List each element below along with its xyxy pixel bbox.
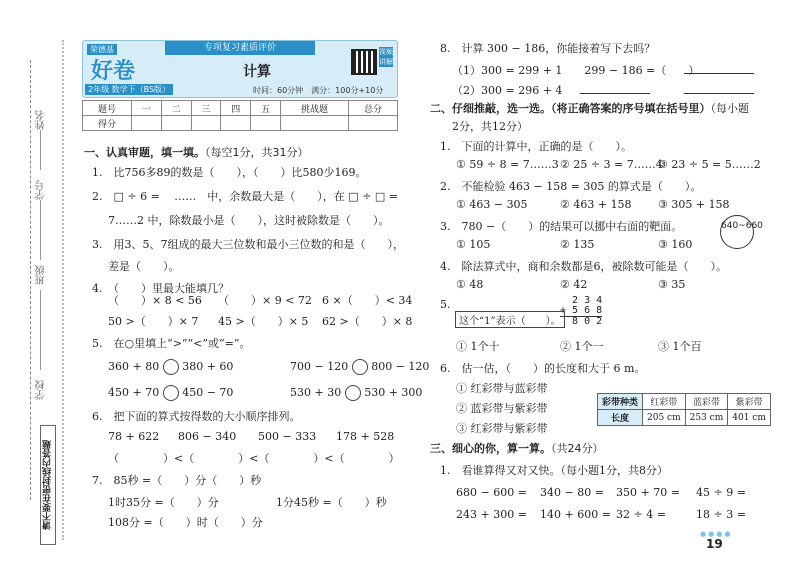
question-5: 5. 在○里填上“>”“<”或“=”。 <box>92 337 251 350</box>
score-cell[interactable] <box>161 116 191 131</box>
qr-code-icon <box>351 49 377 75</box>
section-2-note: 2分，共12分） <box>452 120 528 133</box>
calc-item[interactable]: 32 ÷ 4 = <box>616 508 666 521</box>
choice-option[interactable]: ② 42 <box>560 278 588 291</box>
choice-question-2: 2. 不能检验 463 − 158 = 305 的算式是（ ）。 <box>440 180 702 193</box>
score-cell[interactable] <box>349 116 398 131</box>
q4-item: 45 >（ ）× 5 <box>218 315 309 328</box>
section-2-title: 二、仔细推敲，选一选。（将正确答案的序号填在括号里）（每小题 <box>430 102 749 115</box>
vertical-row: + 5 6 8 <box>560 305 603 316</box>
binding-strip <box>0 0 64 569</box>
choice-option[interactable]: ① 105 <box>456 238 491 251</box>
question-8: 8. 计算 300 − 186，你能接着写下去吗？ <box>440 42 656 55</box>
compare-row-2a: 450 + 70 450 − 70 <box>108 386 234 399</box>
q6-order: （ ）<（ ）<（ ）<（ ） <box>108 452 400 465</box>
vertical-row: 8 0 2 <box>572 316 603 327</box>
choice-option[interactable]: ③ 1个百 <box>658 340 702 353</box>
student-number-label: 学号 <box>36 180 47 200</box>
q8-answer-line[interactable] <box>580 82 650 97</box>
school-label: 学校 <box>36 380 47 400</box>
score-header-row <box>83 101 398 116</box>
q4-item: 6 ×（ ）< 34 <box>322 294 413 307</box>
section-3-title: 三、细心的你，算一算。（共24分） <box>430 442 604 455</box>
table-cell: 401 cm <box>728 410 771 426</box>
score-cell[interactable] <box>221 116 251 131</box>
compare-row-2b: 530 + 30 530 + 300 <box>290 386 423 399</box>
choice-option[interactable]: ① 48 <box>456 278 484 291</box>
score-cell[interactable] <box>251 116 281 131</box>
target-badge: 640~660 <box>720 215 754 249</box>
vertical-row: 2 3 4 <box>572 295 603 306</box>
series-ribbon: 专项复习素质评价 <box>165 41 315 55</box>
choice-question-6: 6. 估一估，（ ）的长度和大于 6 m。 <box>440 362 646 375</box>
choice-option[interactable]: ② 25 ÷ 3 = 7……4 <box>560 158 663 171</box>
q8-line-2: （2）300 = 296 + 4 <box>452 84 563 97</box>
table-cell: 长度 <box>598 410 643 426</box>
score-cell[interactable] <box>280 116 348 131</box>
name-line <box>40 130 41 170</box>
choice-option[interactable]: ② 蓝彩带与紫彩带 <box>456 402 548 415</box>
page-title: 计算 <box>243 64 271 80</box>
class-line <box>40 290 41 370</box>
vertical-addition <box>560 296 602 327</box>
score-header-cell: 题号 <box>83 101 132 116</box>
compare-circle[interactable] <box>345 385 361 401</box>
compare-row-1b: 700 − 120 800 − 120 <box>290 360 430 373</box>
compare-circle[interactable] <box>163 359 179 375</box>
time-and-score: 时间：60分钟 满分：100分+10分 <box>253 86 384 95</box>
q7-item: 1分45秒 =（ ）秒 <box>276 496 387 509</box>
table-header-cell: 彩带种类 <box>598 394 643 410</box>
choice-option[interactable]: ① 59 ÷ 8 = 7……3 <box>456 158 559 171</box>
table-header-cell: 紫彩带 <box>728 394 771 410</box>
ribbon-length-table <box>597 393 771 426</box>
score-value-row <box>83 116 398 131</box>
calc-item[interactable]: 680 − 600 = <box>456 486 527 499</box>
student-number-line <box>40 200 41 260</box>
choice-option[interactable]: ① 1个十 <box>456 340 500 353</box>
calc-item[interactable]: 45 ÷ 9 = <box>696 486 746 499</box>
q8-answer-line[interactable] <box>684 82 754 97</box>
choice-question-5: 5. <box>440 298 451 311</box>
paper-header <box>82 40 398 98</box>
choice-question-3: 3. 780 −（ ）的结果可以挪中右面的靶面。 <box>440 220 683 233</box>
q6-expr: 500 − 333 <box>258 430 317 443</box>
score-row-label: 得分 <box>83 116 132 131</box>
calc-item[interactable]: 18 ÷ 3 = <box>696 508 746 521</box>
q6-expr: 78 + 622 <box>108 430 160 443</box>
calc-question-1: 1. 看谁算得又对又快。（每小题1分，共8分） <box>440 464 668 477</box>
qr-label: 视频讲解 <box>379 48 393 66</box>
callout-box: 这个“1”表示（ ）。 <box>455 311 565 328</box>
q4-item: （ ）× 9 < 72 <box>218 294 312 307</box>
table-row <box>598 394 771 410</box>
page-dots: ●●●● <box>700 530 733 538</box>
choice-option[interactable]: ① 红彩带与蓝彩带 <box>456 382 548 395</box>
compare-row-1a: 360 + 80 380 + 60 <box>108 360 234 373</box>
class-label: 班级 <box>36 265 47 285</box>
choice-option[interactable]: ③ 红彩带与紫彩带 <box>456 422 548 435</box>
question-6: 6. 把下面的算式按得数的大小顺序排列。 <box>92 410 301 423</box>
table-row <box>598 410 771 426</box>
question-1: 1. 比756多89的数是（ ），（ ）比580少169。 <box>92 166 367 179</box>
question-4: 4. （ ）里最大能填几？ <box>92 282 229 295</box>
table-header-cell: 蓝彩带 <box>685 394 728 410</box>
choice-option[interactable]: ③ 160 <box>658 238 693 251</box>
q6-expr: 806 − 340 <box>178 430 237 443</box>
seal-line <box>62 40 64 540</box>
calc-item[interactable]: 243 + 300 = <box>456 508 527 521</box>
score-header-cell: 二 <box>161 101 191 116</box>
q6-expr: 178 + 528 <box>336 430 395 443</box>
section-1-title: 一、认真审题，填一填。（每空1分，共31分） <box>84 146 309 159</box>
compare-circle[interactable] <box>163 385 179 401</box>
table-cell: 253 cm <box>685 410 728 426</box>
fold-line <box>30 60 31 500</box>
choice-option[interactable]: ① 463 − 305 <box>456 198 528 211</box>
score-cell[interactable] <box>131 116 161 131</box>
q8-answer-line[interactable] <box>684 62 754 77</box>
calc-item[interactable]: 350 + 70 = <box>616 486 680 499</box>
q4-item: 50 >（ ）× 7 <box>108 315 199 328</box>
q4-item: 62 >（ ）× 8 <box>322 315 413 328</box>
score-cell[interactable] <box>191 116 221 131</box>
score-header-cell: 总分 <box>349 101 398 116</box>
q8-line-1: （1）300 = 299 + 1 299 − 186 =（ ） <box>452 64 700 77</box>
choice-option[interactable]: ② 135 <box>560 238 595 251</box>
question-2b: 7……2 中，除数最小是（ ），这时被除数是（ ）。 <box>108 214 390 227</box>
score-header-cell: 五 <box>251 101 281 116</box>
score-table <box>82 100 398 131</box>
question-3b: 差是（ ）。 <box>108 260 180 273</box>
calc-item[interactable]: 140 + 600 = <box>540 508 611 521</box>
choice-option[interactable]: ③ 35 <box>658 278 686 291</box>
page-number: 19 <box>706 537 723 551</box>
choice-option[interactable]: ③ 23 ÷ 5 = 5……2 <box>658 158 761 171</box>
table-cell: 205 cm <box>643 410 686 426</box>
question-3a: 3. 用3、5、7组成的最大三位数和最小三位数的和是（ ）， <box>92 238 404 251</box>
grade-label: 2年级 数学下（BS版） <box>85 84 173 95</box>
choice-question-4: 4. 除法算式中，商和余数都是6，被除数可能是（ ）。 <box>440 260 727 273</box>
q7-item: 1时35分 =（ ）分 <box>108 496 219 509</box>
calc-item[interactable]: 340 − 80 = <box>540 486 604 499</box>
score-header-cell: 一 <box>131 101 161 116</box>
choice-option[interactable]: ② 1个一 <box>560 340 604 353</box>
brand-name: 荣德基 <box>87 44 117 55</box>
score-header-cell: 三 <box>191 101 221 116</box>
score-header-cell: 四 <box>221 101 251 116</box>
question-7: 7. 85秒 =（ ）分（ ）秒 <box>92 474 262 487</box>
q7-item: 108分 =（ ）时（ ）分 <box>108 516 263 529</box>
choice-option[interactable]: ② 463 + 158 <box>560 198 632 211</box>
name-label: 姓名 <box>36 110 47 130</box>
choice-option[interactable]: ③ 305 + 158 <box>658 198 730 211</box>
no-answer-notice: 请不要在密封线内答题 <box>40 425 56 545</box>
table-header-cell: 红彩带 <box>643 394 686 410</box>
choice-question-1: 1. 下面的计算中，正确的是（ ）。 <box>440 140 632 153</box>
question-2a: 2. □ ÷ 6 = …… 中，余数最大是（ ），在 □ ÷ □ = <box>92 190 399 203</box>
score-header-cell: 挑战题 <box>280 101 348 116</box>
compare-circle[interactable] <box>352 359 368 375</box>
logo: 好卷 <box>91 59 136 84</box>
q4-item: （ ）× 8 < 56 <box>108 294 202 307</box>
